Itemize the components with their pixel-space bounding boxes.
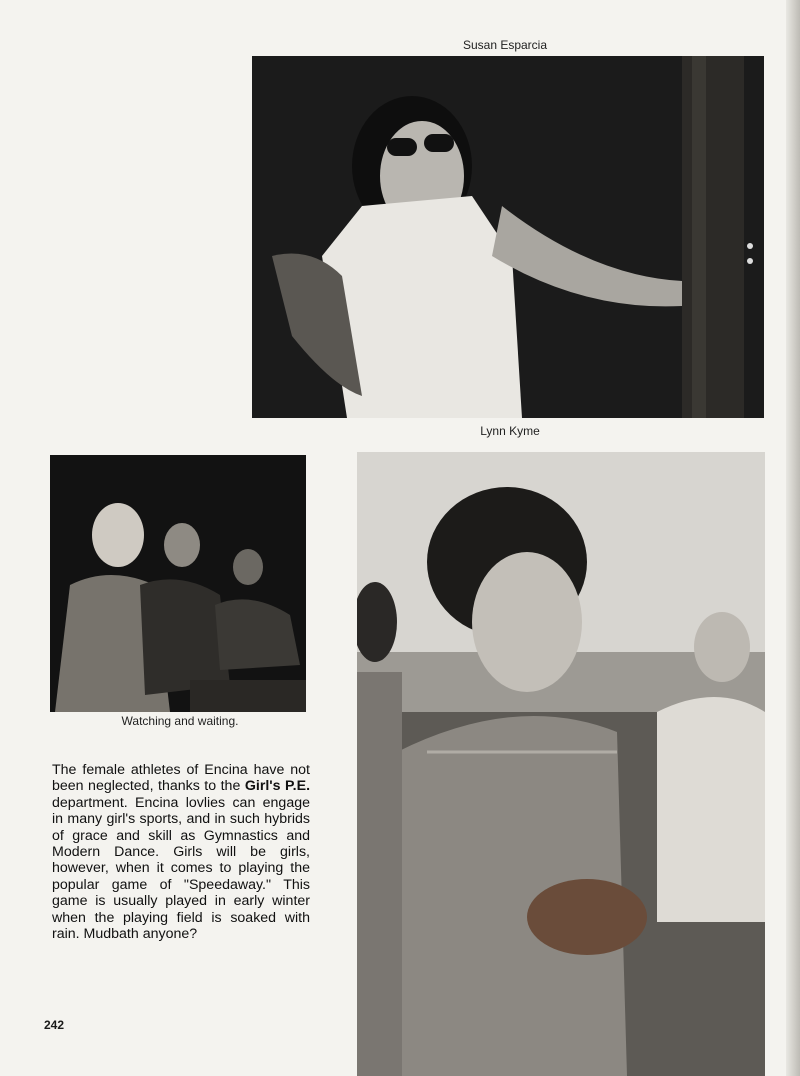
- photo-watching-and-waiting: [50, 455, 306, 712]
- article-rest: department. Encina lovlies can engage in many girl's sports, and in such hybrids of grace and skill as Gymnastics and Modern Dance. Girls will be girls, however, when it comes to playing the popular game of "Speedaway." This game is usually played in early winter when the playing field is soaked with rain. Mudbath anyone?: [52, 794, 310, 943]
- photo-caption-small: Watching and waiting.: [121, 714, 239, 728]
- photo-caption-middle: Lynn Kyme: [480, 424, 540, 438]
- photo-girl-with-football: [357, 452, 765, 1076]
- article-highlight: Girl's P.E.: [244, 778, 311, 795]
- article-body: [52, 762, 310, 942]
- photo-susan-esparcia: [252, 56, 764, 418]
- page-number: 242: [44, 1018, 65, 1032]
- photo-caption-top: Susan Esparcia: [462, 38, 548, 52]
- article-intro: The female athletes of Encina have not been neglected, thanks to the: [52, 762, 310, 795]
- page-gutter: [786, 0, 800, 1076]
